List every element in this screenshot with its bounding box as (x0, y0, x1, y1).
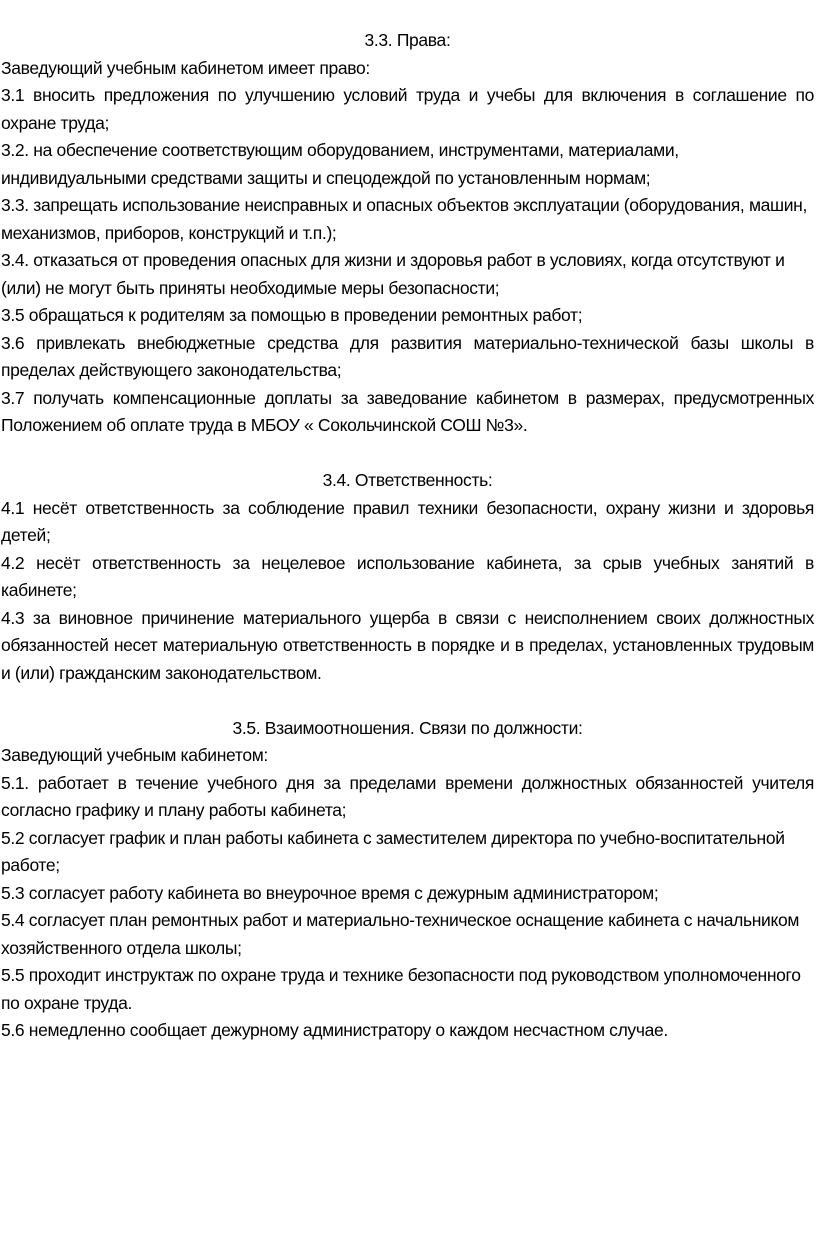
section-heading: 3.4. Ответственность: (322, 470, 493, 490)
paragraph: 3.1 вносить предложения по улучшению условий труда и учебы для включения в соглашение по охране труда; (1, 85, 814, 133)
paragraph: 4.2 несёт ответственность за нецелевое использование кабинета, за срыв учебных занятий в кабинете; (1, 552, 814, 600)
paragraph: 5.6 немедленно сообщает дежурному администратору о каждом несчастном случае. (1, 1020, 668, 1040)
paragraph: 3.7 получать компенсационные доплаты за заведование кабинетом в размерах, предусмотренных Положением об оплате труда в МБОУ « Сокольчинской СОШ №3». (1, 387, 814, 435)
paragraph: 5.2 согласует график и план работы кабинета с заместителем директора по учебно-воспитательной работе; (1, 827, 785, 875)
paragraph: 5.1. работает в течение учебного дня за пределами времени должностных обязанностей учителя согласно графику и плану работы кабинета; (1, 772, 814, 820)
paragraph: 3.5 обращаться к родителям за помощью в проведении ремонтных работ; (1, 305, 583, 325)
paragraph: 4.3 за виновное причинение материального ущерба в связи с неисполнением своих должностных обязанностей несет материальную ответственность в порядке и в пределах, установленных трудовым и (или) гражданским законодательством. (1, 607, 814, 683)
paragraph: 3.3. запрещать использование неисправных и опасных объектов эксплуатации (оборудования, машин, механизмов, приборов, конструкций и т.п.); (1, 195, 807, 243)
paragraph: 5.5 проходит инструктаж по охране труда и технике безопасности под руководством уполномоченного по охране труда. (1, 965, 801, 1013)
paragraph: 4.1 несёт ответственность за соблюдение правил техники безопасности, охрану жизни и здоровья детей; (1, 497, 814, 545)
section-heading: 3.5. Взаимоотношения. Связи по должности: (232, 717, 583, 738)
paragraph: 3.4. отказаться от проведения опасных для жизни и здоровья работ в условиях, когда отсутствуют и (или) не могут быть приняты необходимые меры безопасности; (1, 250, 785, 298)
paragraph: 3.2. на обеспечение соответствующим оборудованием, инструментами, материалами, индивидуальными средствами защиты и спецодеждой по установленным нормам; (1, 140, 679, 188)
section-heading: 3.3. Права: (364, 30, 451, 50)
paragraph: 5.3 согласует работу кабинета во внеурочное время с дежурным администратором; (1, 882, 659, 903)
paragraph: 3.6 привлекать внебюджетные средства для развития материально-технической базы школы в пределах действующего законодательства; (1, 332, 814, 380)
section-rights (1, 27, 814, 440)
section-relations (1, 715, 814, 1045)
paragraph: Заведующий учебным кабинетом: (1, 745, 268, 765)
paragraph: 5.4 согласует план ремонтных работ и материально-техническое оснащение кабинета с начальником хозяйственного отдела школы; (1, 910, 800, 958)
paragraph: Заведующий учебным кабинетом имеет право: (1, 57, 370, 78)
section-responsibility (1, 467, 814, 687)
